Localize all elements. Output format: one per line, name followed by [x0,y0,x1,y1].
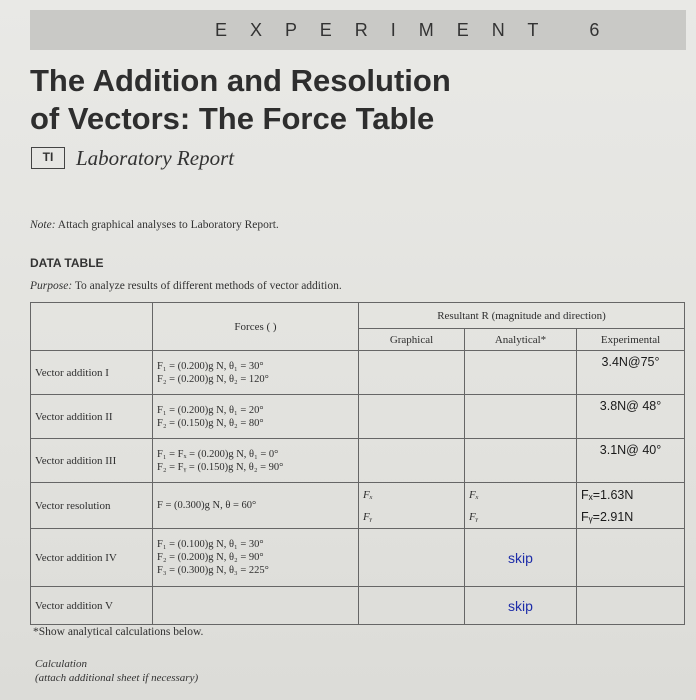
graphical-cell[interactable] [359,529,465,587]
data-table [30,302,685,625]
calculation-heading: Calculation [35,658,87,670]
experimental-cell[interactable]: 3.4N@75° [577,351,685,395]
row-label: Vector addition II [31,395,153,439]
experimental-fy: Fᵧ=2.91N [581,509,634,524]
purpose-text: To analyze results of different methods of vector addition. [72,280,342,292]
forces-cell [153,529,359,587]
experiment-label [215,20,608,41]
note-text: Attach graphical analyses to Laboratory Report. [55,219,279,231]
analytical-cell[interactable] [465,439,577,483]
title-line-2: of Vectors: The Force Table [30,101,435,136]
forces-cell [153,483,359,529]
analytical-cell[interactable] [465,395,577,439]
ti-badge: TI [31,147,65,169]
analytical-cell[interactable]: skip [465,529,577,587]
show-calculations-note: *Show analytical calculations below. [33,626,204,638]
analytical-cell[interactable]: skip [465,587,577,625]
experimental-cell[interactable]: 3.1N@ 40° [577,439,685,483]
graphical-cell[interactable] [359,439,465,483]
graphical-cell[interactable] [359,395,465,439]
note-prefix: Note: [30,219,56,231]
forces-cell [153,587,359,625]
forces-cell [153,439,359,483]
analytical-cell[interactable] [465,351,577,395]
title-line-1: The Addition and Resolution [30,63,451,98]
graphical-fy-label: Fᵧ [363,510,373,523]
force-line: F = (0.300)g N, θ = 60° [157,500,257,511]
page-title [30,62,650,138]
experiment-number: 6 [589,20,609,40]
subtitle: Laboratory Report [76,146,235,170]
header-forces: Forces ( ) [153,303,359,351]
graphical-cell[interactable] [359,351,465,395]
analytical-fy-label: Fᵧ [469,510,479,523]
row-label: Vector addition I [31,351,153,395]
header-graphical: Graphical [359,329,465,351]
force-line: F₁ = (0.200)g N, θ₁ = 20° [157,404,264,416]
force-line: F₂ = Fᵧ = (0.150)g N, θ₂ = 90° [157,461,284,473]
table-row [31,587,685,625]
experimental-cell[interactable] [577,483,685,529]
force-line: F₁ = (0.100)g N, θ₁ = 30° [157,539,264,550]
forces-cell [153,395,359,439]
graphical-cell[interactable] [359,587,465,625]
purpose [30,280,342,292]
purpose-prefix: Purpose: [30,280,73,292]
note [30,219,279,231]
data-table-heading: DATA TABLE [30,256,104,270]
experimental-cell[interactable] [577,587,685,625]
table-row [31,351,685,395]
row-label: Vector addition V [31,587,153,625]
row-label: Vector resolution [31,483,153,529]
analytical-cell[interactable] [465,483,577,529]
calculation-note: (attach additional sheet if necessary) [35,672,199,684]
row-label: Vector addition III [31,439,153,483]
force-line: F₂ = (0.200)g N, θ₂ = 90° [157,552,264,563]
table-row [31,529,685,587]
row-label: Vector addition IV [31,529,153,587]
table-row [31,439,685,483]
force-line: F₁ = (0.200)g N, θ₁ = 30° [157,360,264,372]
header-experimental: Experimental [577,329,685,351]
experiment-word: E X P E R I M E N T [215,20,548,40]
table-row [31,395,685,439]
experimental-cell[interactable] [577,529,685,587]
header-empty-cell [31,303,153,351]
graphical-cell[interactable] [359,483,465,529]
table-row [31,483,685,529]
force-line: F₂ = (0.150)g N, θ₂ = 80° [157,417,264,429]
graphical-fx-label: Fₓ [363,488,373,501]
force-line: F₃ = (0.300)g N, θ₃ = 225° [157,565,269,576]
experimental-cell[interactable]: 3.8N@ 48° [577,395,685,439]
experimental-fx: Fₓ=1.63N [581,487,634,502]
header-analytical: Analytical* [465,329,577,351]
forces-cell [153,351,359,395]
header-resultant: Resultant R (magnitude and direction) [359,303,685,329]
force-line: F₁ = Fₓ = (0.200)g N, θ₁ = 0° [157,448,279,460]
force-line: F₂ = (0.200)g N, θ₂ = 120° [157,373,269,385]
analytical-fx-label: Fₓ [469,488,479,501]
